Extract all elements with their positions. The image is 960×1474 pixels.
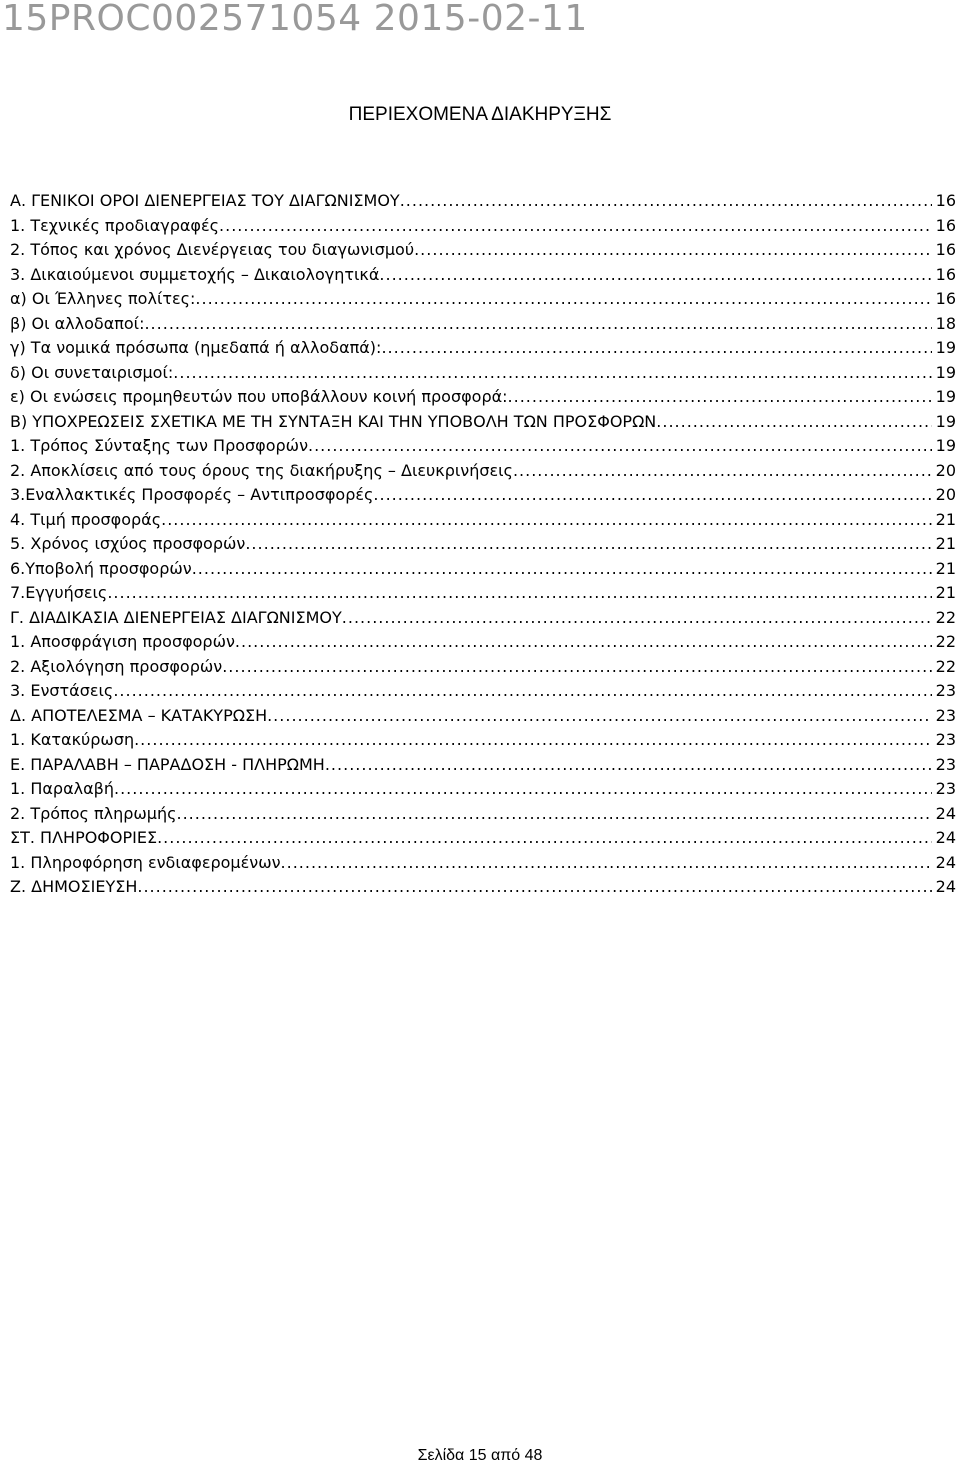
toc-entry-label: β) Οι αλλοδαποί: — [10, 313, 145, 333]
toc-entry-label: 2. Αξιολόγηση προσφορών — [10, 656, 223, 676]
toc-dot-leader — [222, 655, 931, 680]
toc-entry[interactable] — [10, 557, 956, 582]
toc-entry-label: 1. Τρόπος Σύνταξης των Προσφορών — [10, 436, 308, 455]
toc-dot-leader — [195, 287, 931, 312]
toc-entry[interactable] — [10, 189, 956, 214]
toc-entry-label: 4. Τιμή προσφοράς — [10, 509, 162, 529]
toc-entry-page-number: 24 — [935, 877, 956, 896]
toc-entry-page-number: 18 — [935, 313, 956, 333]
toc-entry-label: Γ. ΔΙΑΔΙΚΑΣΙΑ ΔΙΕΝΕΡΓΕΙΑΣ ΔΙΑΓΩΝΙΣΜΟΥ — [10, 607, 342, 627]
toc-entry-page-number: 19 — [935, 338, 956, 357]
toc-entry[interactable] — [10, 630, 956, 655]
toc-entry-label: Δ. ΑΠΟΤΕΛΕΣΜΑ – ΚΑΤΑΚΥΡΩΣΗ — [10, 705, 268, 725]
toc-entry-page-number: 24 — [935, 803, 956, 823]
toc-entry-page-number: 19 — [935, 387, 956, 406]
toc-entry-label: Ζ. ΔΗΜΟΣΙΕΥΣΗ — [10, 877, 138, 896]
toc-entry-label: 3. Ενστάσεις — [10, 681, 114, 700]
toc-entry-page-number: 16 — [935, 215, 956, 235]
toc-dot-leader — [373, 483, 931, 508]
toc-entry-label: 3. Δικαιούμενοι συμμετοχής – Δικαιολογητικά — [10, 264, 380, 284]
toc-entry-page-number: 21 — [935, 534, 956, 553]
toc-entry[interactable] — [10, 581, 956, 606]
toc-entry-label: 3.Εναλλακτικές Προσφορές – Αντιπροσφορές — [10, 485, 374, 504]
toc-entry-label: 1. Κατακύρωση — [10, 730, 135, 749]
toc-dot-leader — [219, 214, 932, 239]
toc-entry[interactable] — [10, 361, 956, 386]
toc-entry[interactable] — [10, 753, 956, 778]
toc-entry-label: α) Οι Έλληνες πολίτες: — [10, 289, 196, 308]
toc-entry[interactable] — [10, 312, 956, 337]
toc-entry-page-number: 20 — [935, 485, 956, 504]
toc-entry[interactable] — [10, 385, 956, 410]
toc-entry-page-number: 16 — [935, 264, 956, 284]
toc-dot-leader — [134, 728, 932, 753]
toc-dot-leader — [281, 851, 932, 876]
toc-entry-label: 2. Αποκλίσεις από τους όρους της διακήρυξης – Διευκρινήσεις — [10, 460, 513, 480]
toc-dot-leader — [173, 361, 931, 386]
toc-entry-label: γ) Τα νομικά πρόσωπα (ημεδαπά ή αλλοδαπά): — [10, 338, 382, 357]
toc-entry-label: Ε. ΠΑΡΑΛΑΒΗ – ΠΑΡΑΔΟΣΗ - ΠΛΗΡΩΜΗ — [10, 754, 325, 774]
toc-entry-label: ε) Οι ενώσεις προμηθευτών που υποβάλλουν κοινή προσφορά: — [10, 387, 508, 406]
toc-entry-page-number: 24 — [935, 828, 956, 847]
toc-entry-label: Α. ΓΕΝΙΚΟΙ ΟΡΟΙ ΔΙΕΝΕΡΓΕΙΑΣ ΤΟΥ ΔΙΑΓΩΝΙΣΜΟΥ — [10, 191, 400, 210]
title-text: ΠΕΡΙΕΧΟΜΕΝΑ ΔΙΑΚΗΡΥΞΗΣ — [348, 104, 612, 125]
toc-dot-leader — [113, 679, 931, 704]
toc-dot-leader — [267, 704, 932, 729]
toc-dot-leader — [508, 385, 932, 410]
toc-entry-label: 2. Τρόπος πληρωμής — [10, 803, 177, 823]
toc-entry[interactable] — [10, 410, 956, 435]
toc-entry-label: ΣΤ. ΠΛΗΡΟΦΟΡΙΕΣ — [10, 828, 158, 847]
page-number-footer: Σελίδα 15 από 48 — [417, 1447, 543, 1464]
toc-entry-page-number: 21 — [935, 509, 956, 529]
toc-entry[interactable] — [10, 214, 956, 239]
toc-entry[interactable] — [10, 728, 956, 753]
toc-entry[interactable] — [10, 802, 956, 827]
toc-dot-leader — [107, 581, 931, 606]
toc-dot-leader — [245, 532, 931, 557]
toc-entry[interactable] — [10, 434, 956, 459]
toc-entry[interactable] — [10, 263, 956, 288]
toc-entry[interactable] — [10, 238, 956, 263]
toc-entry-label: 6.Υποβολή προσφορών — [10, 558, 192, 578]
toc-entry[interactable] — [10, 875, 956, 900]
toc-entry-page-number: 22 — [935, 632, 956, 651]
toc-entry[interactable] — [10, 532, 956, 557]
toc-entry[interactable] — [10, 655, 956, 680]
toc-dot-leader — [400, 189, 932, 214]
toc-entry[interactable] — [10, 459, 956, 484]
toc-entry[interactable] — [10, 704, 956, 729]
toc-dot-leader — [114, 777, 932, 802]
toc-dot-leader — [342, 606, 932, 631]
toc-dot-leader — [513, 459, 932, 484]
toc-entry-page-number: 23 — [935, 754, 956, 774]
toc-dot-leader — [161, 508, 932, 533]
document-id-watermark: 15PROC002571054 2015-02-11 — [2, 0, 588, 39]
toc-entry-page-number: 22 — [935, 656, 956, 676]
toc-entry-label: Β) ΥΠΟΧΡΕΩΣΕΙΣ ΣΧΕΤΙΚΑ ΜΕ ΤΗ ΣΥΝΤΑΞΗ ΚΑΙ ΤΗΝ ΥΠΟΒΟΛΗ ΤΩΝ ΠΡΟΣΦΟΡΩΝ — [10, 411, 657, 431]
toc-entry-page-number: 22 — [935, 607, 956, 627]
toc-entry[interactable] — [10, 851, 956, 876]
toc-entry-page-number: 16 — [935, 240, 956, 259]
toc-entry-label: 7.Εγγυήσεις — [10, 583, 108, 602]
toc-dot-leader — [308, 434, 932, 459]
toc-entry[interactable] — [10, 777, 956, 802]
toc-dot-leader — [176, 802, 931, 827]
toc-entry[interactable] — [10, 508, 956, 533]
toc-dot-leader — [379, 263, 931, 288]
toc-entry[interactable] — [10, 483, 956, 508]
toc-entry-page-number: 23 — [935, 705, 956, 725]
toc-entry-page-number: 21 — [935, 558, 956, 578]
toc-entry-label: 5. Χρόνος ισχύος προσφορών — [10, 534, 246, 553]
toc-entry-page-number: 24 — [935, 852, 956, 872]
page-title — [0, 104, 960, 126]
toc-entry-page-number: 19 — [935, 411, 956, 431]
toc-dot-leader — [192, 557, 932, 582]
toc-entry-label: 2. Τόπος και χρόνος Διενέργειας του διαγωνισμού — [10, 240, 415, 259]
toc-entry-page-number: 23 — [935, 730, 956, 749]
toc-entry[interactable] — [10, 826, 956, 851]
toc-dot-leader — [144, 312, 931, 337]
toc-entry-page-number: 19 — [935, 436, 956, 455]
toc-entry-page-number: 16 — [935, 289, 956, 308]
toc-entry-page-number: 16 — [935, 191, 956, 210]
toc-dot-leader — [381, 336, 931, 361]
toc-entry-label: 1. Αποσφράγιση προσφορών — [10, 632, 235, 651]
toc-dot-leader — [325, 753, 932, 778]
toc-entry[interactable] — [10, 606, 956, 631]
table-of-contents — [10, 189, 956, 900]
toc-dot-leader — [137, 875, 931, 900]
toc-entry-page-number: 19 — [935, 362, 956, 382]
toc-entry[interactable] — [10, 679, 956, 704]
toc-entry[interactable] — [10, 287, 956, 312]
toc-entry-label: δ) Οι συνεταιρισμοί: — [10, 362, 174, 382]
toc-dot-leader — [656, 410, 931, 435]
toc-entry-page-number: 20 — [935, 460, 956, 480]
toc-entry-label: 1. Παραλαβή — [10, 779, 114, 798]
toc-entry-label: 1. Τεχνικές προδιαγραφές — [10, 215, 220, 235]
toc-dot-leader — [235, 630, 932, 655]
toc-entry[interactable] — [10, 336, 956, 361]
toc-entry-page-number: 23 — [935, 681, 956, 700]
toc-dot-leader — [157, 826, 932, 851]
toc-dot-leader — [414, 238, 932, 263]
toc-entry-page-number: 21 — [935, 583, 956, 602]
toc-entry-label: 1. Πληροφόρηση ενδιαφερομένων — [10, 852, 281, 872]
toc-entry-page-number: 23 — [935, 779, 956, 798]
